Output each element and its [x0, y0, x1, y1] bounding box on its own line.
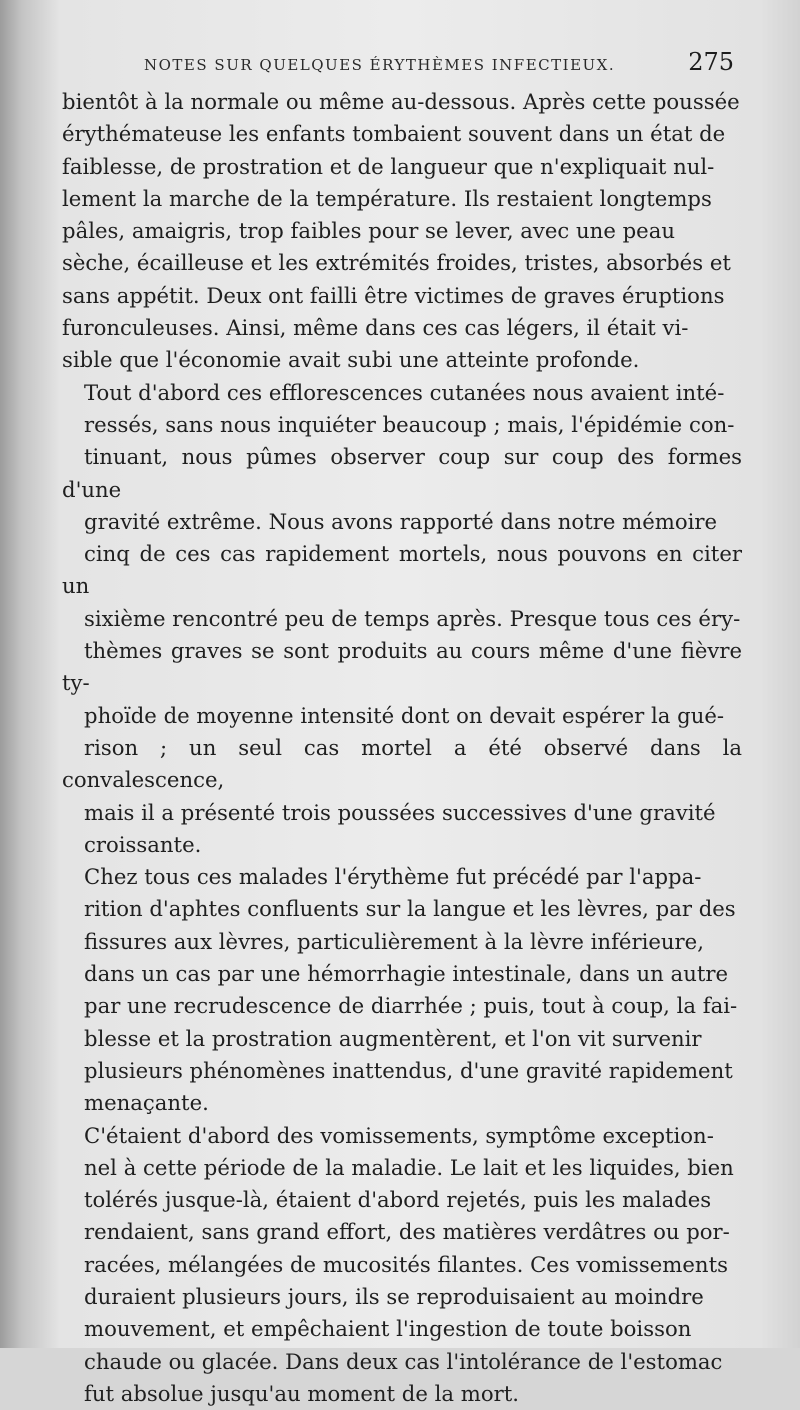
text-line: pâles, amaigris, trop faibles pour se lever, avec une peau — [62, 215, 742, 247]
running-head — [62, 50, 738, 80]
text-line: tinuant, nous pûmes observer coup sur coup des formes d'une — [62, 441, 742, 506]
text-line: rendaient, sans grand effort, des matières verdâtres ou por- — [62, 1216, 742, 1248]
running-head-title: NOTES SUR QUELQUES ÉRYTHÈMES INFECTIEUX. — [144, 56, 615, 74]
text-line: érythémateuse les enfants tombaient souvent dans un état de — [62, 118, 742, 150]
text-line: chaude ou glacée. Dans deux cas l'intolérance de l'estomac — [62, 1346, 742, 1378]
text-line: mouvement, et empêchaient l'ingestion de toute boisson — [62, 1313, 742, 1345]
text-line: plusieurs phénomènes inattendus, d'une gravité rapidement — [62, 1055, 742, 1087]
text-line: fut absolue jusqu'au moment de la mort. — [62, 1378, 742, 1410]
page-number: 275 — [688, 48, 734, 76]
text-line: rison ; un seul cas mortel a été observé dans la convalescence, — [62, 732, 742, 797]
text-line: fissures aux lèvres, particulièrement à la lèvre inférieure, — [62, 926, 742, 958]
text-line: ressés, sans nous inquiéter beaucoup ; mais, l'épidémie con- — [62, 409, 742, 441]
text-line: duraient plusieurs jours, ils se reproduisaient au moindre — [62, 1281, 742, 1313]
text-line: cinq de ces cas rapidement mortels, nous pouvons en citer un — [62, 538, 742, 603]
text-line: rition d'aphtes confluents sur la langue et les lèvres, par des — [62, 893, 742, 925]
text-line: menaçante. — [62, 1087, 742, 1119]
text-line: sèche, écailleuse et les extrémités froides, tristes, absorbés et — [62, 247, 742, 279]
text-line: nel à cette période de la maladie. Le lait et les liquides, bien — [62, 1152, 742, 1184]
paragraph — [62, 861, 742, 1119]
text-line: sans appétit. Deux ont failli être victimes de graves éruptions — [62, 280, 742, 312]
text-line: gravité extrême. Nous avons rapporté dans notre mémoire — [62, 506, 742, 538]
text-line: mais il a présenté trois poussées successives d'une gravité — [62, 797, 742, 829]
text-line: furonculeuses. Ainsi, même dans ces cas légers, il était vi- — [62, 312, 742, 344]
text-line: faiblesse, de prostration et de langueur que n'expliquait nul- — [62, 151, 742, 183]
text-line: croissante. — [62, 829, 742, 861]
paragraph — [62, 86, 742, 377]
paragraph — [62, 377, 742, 861]
text-line: C'étaient d'abord des vomissements, symptôme exception- — [62, 1120, 742, 1152]
text-line: Chez tous ces malades l'érythème fut précédé par l'appa- — [62, 861, 742, 893]
text-line: par une recrudescence de diarrhée ; puis, tout à coup, la fai- — [62, 990, 742, 1022]
text-line: sible que l'économie avait subi une atteinte profonde. — [62, 344, 742, 376]
text-line: thèmes graves se sont produits au cours même d'une fièvre ty- — [62, 635, 742, 700]
text-line: bientôt à la normale ou même au-dessous. Après cette poussée — [62, 86, 742, 118]
text-line: lement la marche de la température. Ils restaient longtemps — [62, 183, 742, 215]
text-line: blesse et la prostration augmentèrent, et l'on vit survenir — [62, 1023, 742, 1055]
paragraph — [62, 1120, 742, 1410]
text-line: Tout d'abord ces efflorescences cutanées nous avaient inté- — [62, 377, 742, 409]
text-line: dans un cas par une hémorrhagie intestinale, dans un autre — [62, 958, 742, 990]
text-line: sixième rencontré peu de temps après. Presque tous ces éry- — [62, 603, 742, 635]
text-line: racées, mélangées de mucosités filantes. Ces vomissements — [62, 1249, 742, 1281]
text-line: tolérés jusque-là, étaient d'abord rejetés, puis les malades — [62, 1184, 742, 1216]
text-line: phoïde de moyenne intensité dont on devait espérer la gué- — [62, 700, 742, 732]
body-text — [62, 86, 742, 1410]
